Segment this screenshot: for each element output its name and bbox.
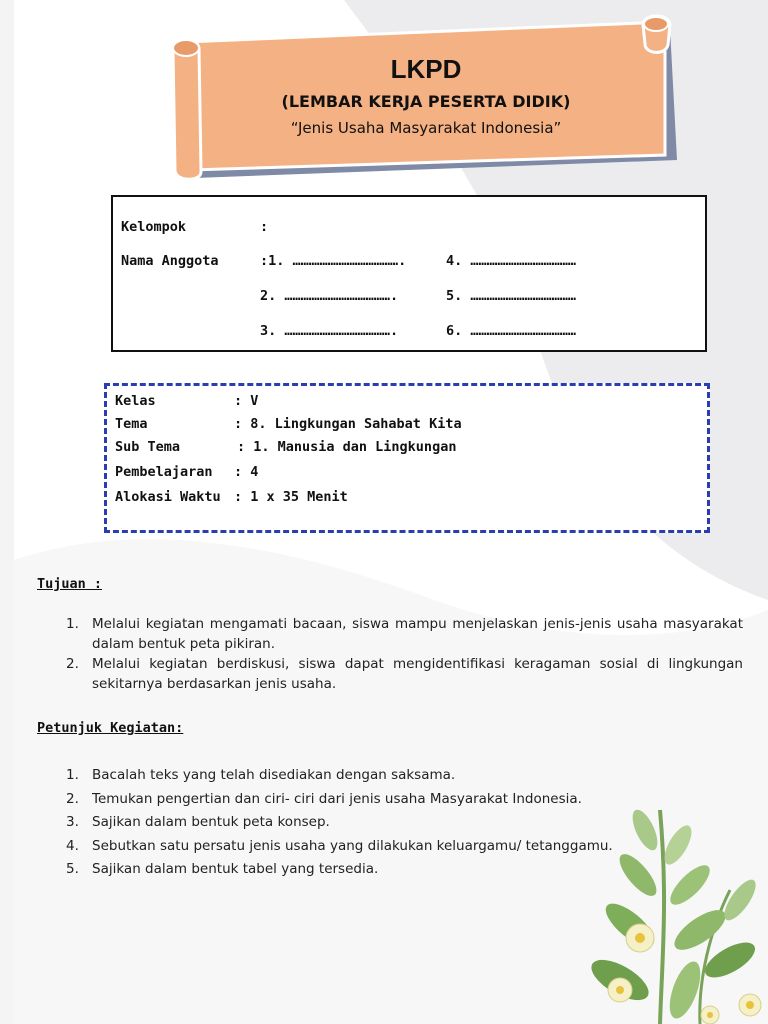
info-label: Alokasi Waktu [115,489,221,505]
list-number: 3. [66,814,79,830]
info-value: : 8. Lingkungan Sahabat Kita [234,416,462,432]
kelompok-colon: : [260,219,269,235]
info-row-kelas [115,393,259,409]
list-text: Sajikan dalam bentuk tabel yang tersedia. [92,861,379,877]
member-5-blank[interactable]: 5. ………………………………… [446,288,577,304]
info-row-alokasi [115,489,348,505]
info-value: : 1 x 35 Menit [234,489,348,505]
info-value: : 4 [234,464,259,480]
list-text: Bacalah teks yang telah disediakan dengan saksama. [92,767,456,783]
info-label: Kelas [115,393,156,409]
info-label: Sub Tema [115,439,181,455]
info-value: : 1. Manusia dan Lingkungan [237,439,457,455]
member-2-blank[interactable]: 2. …………………………………. [260,288,399,304]
list-number: 5. [66,861,79,877]
list-number: 1. [66,616,79,632]
list-text: Melalui kegiatan mengamati bacaan, siswa mampu menjelaskan jenis-jenis usaha masyarakat dalam bentuk peta pikiran. [92,616,743,652]
scroll-text-block [200,54,652,138]
lkpd-subtitle: (LEMBAR KERJA PESERTA DIDIK) [281,92,571,111]
info-value: : V [234,393,259,409]
list-item [37,614,743,654]
member-1-blank[interactable]: :1. …………………………………. [260,253,407,269]
member-6-blank[interactable]: 6. ………………………………… [446,323,577,339]
list-item [37,654,743,694]
list-number: 4. [66,837,79,854]
list-text: Sebutkan satu persatu jenis usaha yang dilakukan keluargamu/ tetanggamu. [92,837,613,854]
info-row-pembelajaran [115,464,259,480]
lkpd-theme: “Jenis Usaha Masyarakat Indonesia” [290,119,562,137]
list-text: Temukan pengertian dan ciri- ciri dari jenis usaha Masyarakat Indonesia. [92,790,582,807]
info-label: Tema [115,416,148,432]
tujuan-list [37,614,743,694]
kelompok-label: Kelompok [121,219,187,235]
list-text: Sajikan dalam bentuk peta konsep. [92,814,330,830]
lkpd-title: LKPD [390,54,462,84]
nama-anggota-label: Nama Anggota [121,253,219,269]
list-number: 1. [66,767,79,783]
title-scroll-banner [165,10,685,182]
petunjuk-heading: Petunjuk Kegiatan: [37,720,184,736]
list-number: 2. [66,790,79,807]
plant-flower-decoration [590,790,768,1024]
info-row-tema [115,416,462,432]
list-text: Melalui kegiatan berdiskusi, siswa dapat mengidentifikasi keragaman sosial di lingkungan sekitarnya berdasarkan jenis usaha. [92,656,743,692]
group-members-box [111,195,707,352]
lesson-info-box [104,383,710,533]
list-number: 2. [66,656,79,672]
member-4-blank[interactable]: 4. ………………………………… [446,253,577,269]
info-label: Pembelajaran [115,464,213,480]
member-3-blank[interactable]: 3. …………………………………. [260,323,399,339]
list-item [37,764,743,788]
info-row-subtema [115,439,457,455]
tujuan-heading: Tujuan : [37,576,103,592]
